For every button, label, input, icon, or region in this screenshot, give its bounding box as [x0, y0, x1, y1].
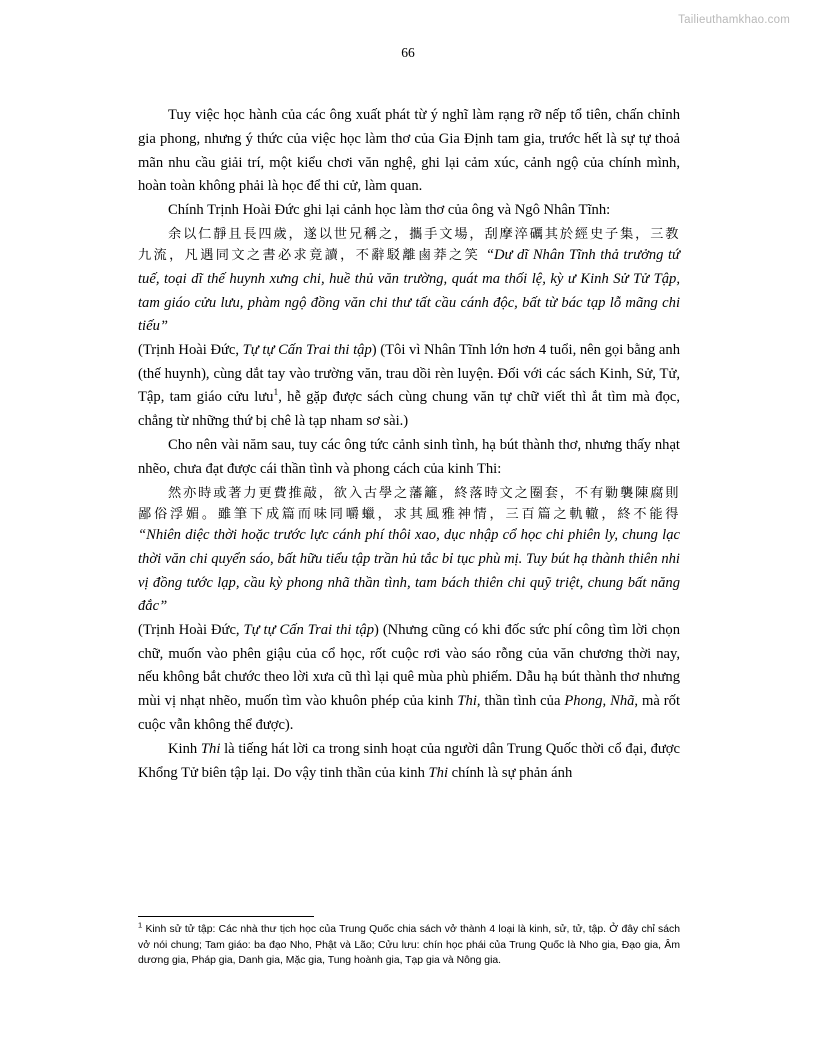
- quote-1-source-prefix: (Trịnh Hoài Đức,: [138, 341, 243, 358]
- footnote-area: [138, 916, 680, 969]
- page-content: [138, 104, 680, 785]
- paragraph-4-c: chính là sự phản ánh: [448, 764, 573, 781]
- quote-1-source-title: Tự tự Cấn Trai thi tập: [242, 341, 372, 358]
- footnote-marker-ref: 1: [273, 388, 279, 399]
- paragraph-4-ital-1: Thi: [200, 740, 221, 757]
- quote-2-translation-ital-1: Thi: [457, 693, 477, 710]
- quote-1-translation-rest: , hễ gặp được sách cùng chung văn tự chữ viết thì ắt tìm mà đọc, chẳng từ những thứ bị chê là tạp nham sơ sài.): [138, 389, 681, 430]
- paragraph-4-ital-2: Thi: [428, 764, 449, 781]
- watermark-text: Tailieuthamkhao.com: [678, 14, 790, 26]
- quote-2-translation-c: , mà rốt cuộc vẫn không thể được).: [138, 693, 680, 733]
- quote-2-attribution: [138, 619, 680, 738]
- quote-2-han: [138, 482, 680, 619]
- footnote-text: Kinh sử tử tập: Các nhà thư tịch học của Trung Quốc chia sách vở thành 4 loại là kinh, sử, tử, tập. Ở đây chỉ sách vở nói chung; Tam giáo: ba đạo Nho, Phật và Lão; Cửu lưu: chín học phái của Trung Quốc là Nho gia, Đạo gia, Âm dương gia, Pháp gia, Danh gia, Mặc gia, Tung hoành gia, Tạp gia và Nông gia.: [138, 924, 680, 967]
- quote-1-attribution: [138, 339, 680, 434]
- quote-2-translation-b: , thần tình của: [476, 693, 565, 710]
- quote-1-han: [138, 223, 680, 339]
- footnote-number: 1: [138, 920, 143, 930]
- footnote-separator: [138, 916, 314, 917]
- footnote-1: [138, 922, 680, 969]
- quote-2-translation-ital-2: Phong, Nhã: [564, 693, 635, 710]
- quote-2-translation-a: ) (Nhưng cũng có khi đốc sức phí công tìm lời chọn chữ, muốn vào phên giậu của cổ học, rốt cuộc rơi vào sáo rỗng của văn chương thời nay, nếu không bắt chước theo lời xưa cũ thì lại quê mùa phù phiếm. Dẫu hạ bút thành thơ nhưng mùi vị nhạt nhẽo, muốn tìm vào khuôn phép của kinh: [138, 621, 680, 710]
- paragraph-3: [138, 434, 680, 482]
- quote-2-transliteration: “Nhiên diệc thời hoặc trước lực cánh phí thôi xao, dục nhập cổ học chi phiên ly, chung lạc thời văn chi quyển sáo, bất hữu tiểu tập trần hủ tắc bỉ tục phù mị. Tuy bút hạ thành thiên nhi vị đồng tước lạp, cầu kỳ phong nhã thần tình, tam bách thiên chi quỹ triệt, chung bất năng đắc”: [138, 527, 680, 615]
- paragraph-4-a: Kinh: [168, 740, 201, 757]
- quote-1-translation-open: ) (Tôi vì Nhân Tĩnh lớn hơn 4 tuổi, nên gọi bằng anh (thế huynh), cùng dắt tay vào trường văn, trau dồi rèn luyện. Đối với các sách Kinh, Sử, Tử, Tập, tam giáo cửu lưu: [138, 341, 680, 406]
- paragraph-4: [138, 738, 680, 786]
- page-number: 66: [401, 45, 415, 60]
- quote-1-transliteration: “Dư dĩ Nhân Tĩnh thả trưởng tứ tuế, toại dĩ thế huynh xưng chi, huề thủ văn trường, quát ma thối lệ, kỳ ư Kinh Sử Tử Tập, tam giáo cửu lưu, phàm ngộ đồng văn chi thư tất cầu cánh độc, bất từ bác tạp lỗ mãng chi tiếu”: [138, 247, 681, 335]
- paragraph-1: Tuy việc học hành của các ông xuất phát từ ý nghĩ làm rạng rỡ nếp tổ tiên, chấn chỉnh gia phong, nhưng ý thức của việc học làm thơ của Gia Định tam gia, trước hết là sự tự thoả mãn nhu cầu giải trí, một kiểu chơi văn nghệ, ghi lại cảm xúc, cảnh ngộ của chính mình, hoàn toàn không phải là học để thi cử, làm quan.: [138, 107, 680, 195]
- quote-1-han-text: 余以仁靜且長四歲，遂以世兄稱之，攜手文場，刮摩淬礪其於經史子集，三教九流，凡遇同文之書必求竟讀，不辭駁離鹵莽之笑: [138, 225, 680, 263]
- paragraph-2: Chính Trịnh Hoài Đức ghi lại cảnh học làm thơ của ông và Ngô Nhân Tĩnh:: [168, 202, 611, 219]
- paragraph-3-text: Cho nên vài năm sau, tuy các ông tức cảnh sinh tình, hạ bút thành thơ, nhưng thấy nhạt nhẽo, chưa đạt được cái thần tình và phong cách của kinh Thi:: [138, 436, 680, 477]
- paragraph-4-b: là tiếng hát lời ca trong sinh hoạt của người dân Trung Quốc thời cổ đại, được Khổng Tử biên tập lại. Do vậy tinh thần của kinh: [138, 740, 680, 781]
- quote-2-source-prefix: (Trịnh Hoài Đức,: [138, 621, 244, 638]
- quote-2-han-text: 然亦時或著力更費推敲，欲入古學之藩籬，終落時文之圈套，不有勦襲陳腐則鄙俗浮媚。雖筆下成篇而味同嚼蠟，求其風雅神情，三百篇之軌轍，終不能得: [138, 484, 680, 521]
- quote-2-source-title: Tự tự Cấn Trai thi tập: [243, 621, 375, 638]
